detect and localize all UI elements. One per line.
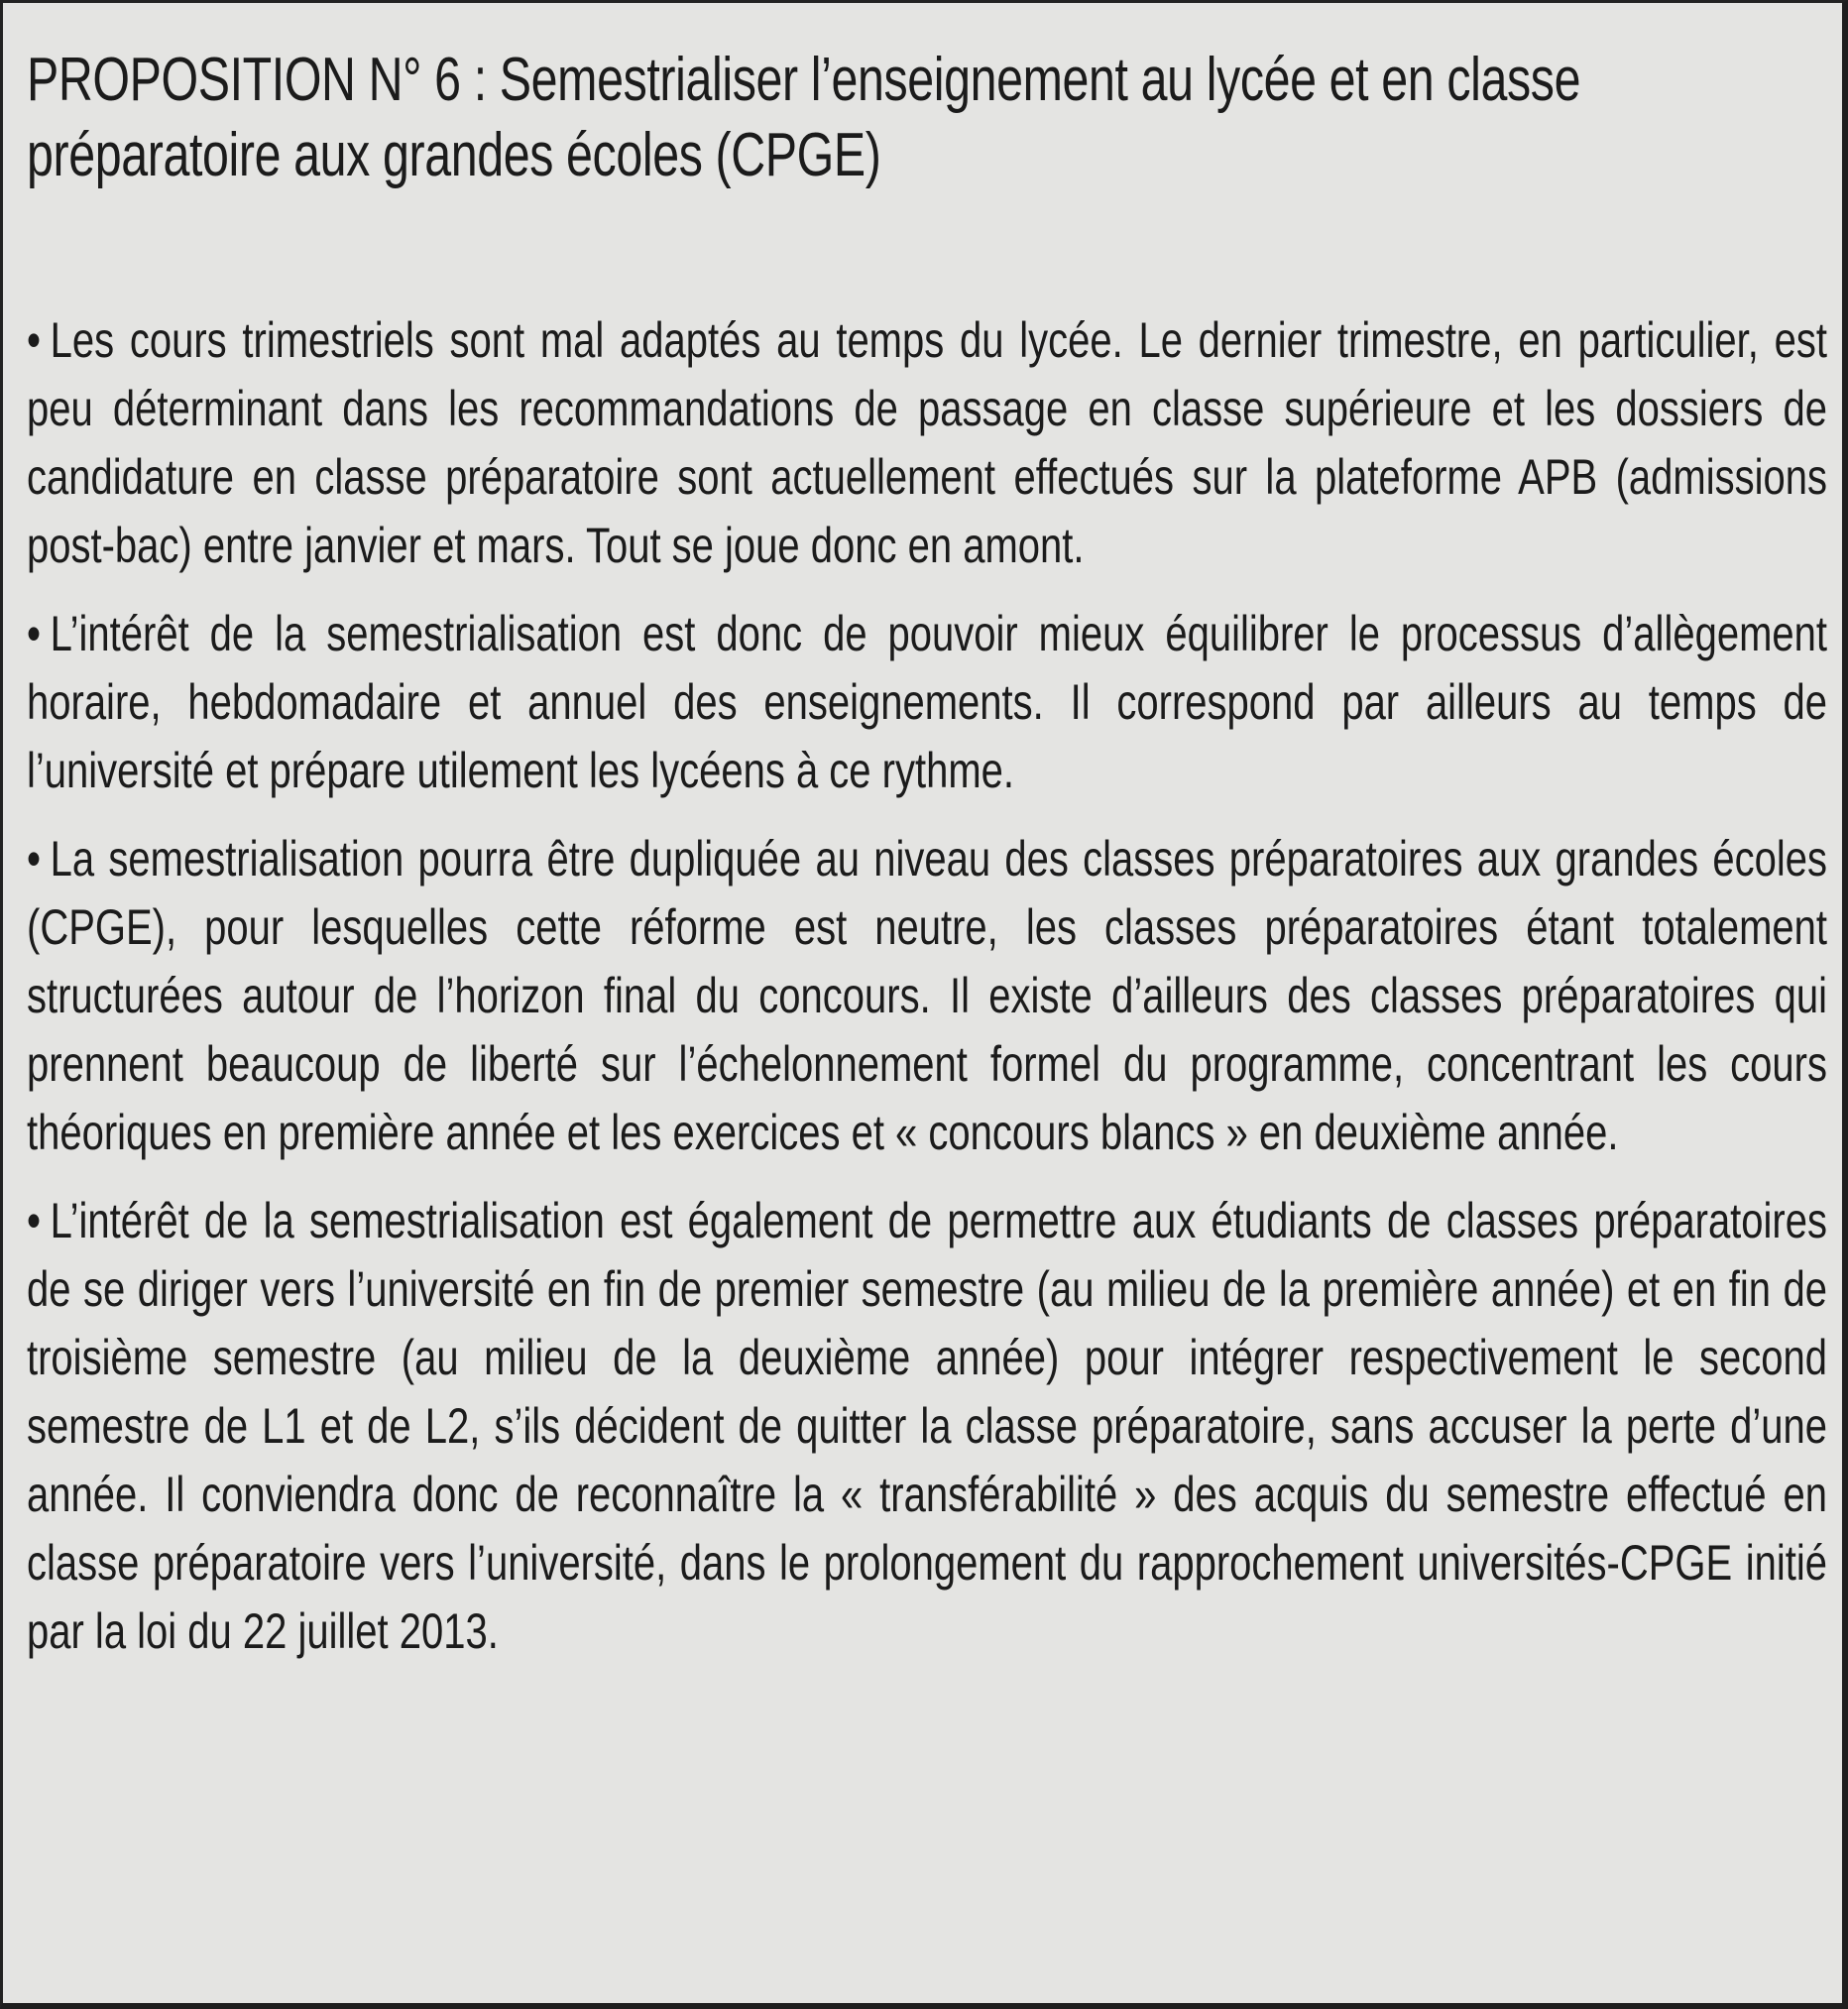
bullet-paragraph-1 bbox=[27, 306, 1827, 580]
proposition-title: PROPOSITION N° 6 : Semestrialiser l’enseignement au lycée et en classe préparatoire aux grandes écoles (CPGE) bbox=[27, 46, 1581, 189]
paragraph-text: L’intérêt de la semestrialisation est donc de pouvoir mieux équilibrer le processus d’allègement horaire, hebdomadaire et annuel des enseignements. Il correspond par ailleurs au temps de l’université et prépare utilement les lycéens à ce rythme. bbox=[27, 606, 1827, 798]
paragraph-text: La semestrialisation pourra être dupliquée au niveau des classes préparatoires aux grandes écoles (CPGE), pour lesquelles cette réforme est neutre, les classes préparatoires étant totalement structurées autour de l’horizon final du concours. Il existe d’ailleurs des classes préparatoires qui prennent beaucoup de liberté sur l’échelonnement formel du programme, concentrant les cours théoriques en première année et les exercices et « concours blancs » en deuxième année. bbox=[27, 831, 1827, 1160]
proposition-body bbox=[27, 306, 1827, 1666]
bullet-icon: • bbox=[27, 606, 42, 661]
bullet-icon: • bbox=[27, 1193, 42, 1248]
paragraph-text: Les cours trimestriels sont mal adaptés au temps du lycée. Le dernier trimestre, en particulier, est peu déterminant dans les recommandations de passage en classe supérieure et les dossiers de candidature en classe préparatoire sont actuellement effectués sur la plateforme APB (admissions post-bac) entre janvier et mars. Tout se joue donc en amont. bbox=[27, 312, 1827, 573]
bullet-paragraph-3 bbox=[27, 825, 1827, 1167]
bullet-paragraph-4 bbox=[27, 1187, 1827, 1666]
paragraph-text: L’intérêt de la semestrialisation est également de permettre aux étudiants de classes préparatoires de se diriger vers l’université en fin de premier semestre (au milieu de la première année) et en fin de troisième semestre (au milieu de la deuxième année) pour intégrer respectivement le second semestre de L1 et de L2, s’ils décident de quitter la classe préparatoire, sans accuser la perte d’une année. Il conviendra donc de reconnaître la « transférabilité » des acquis du semestre effectué en classe préparatoire vers l’université, dans le prolongement du rapprochement universités-CPGE initié par la loi du 22 juillet 2013. bbox=[27, 1193, 1827, 1659]
bullet-icon: • bbox=[27, 831, 42, 886]
bullet-paragraph-2 bbox=[27, 600, 1827, 805]
bullet-icon: • bbox=[27, 312, 42, 368]
